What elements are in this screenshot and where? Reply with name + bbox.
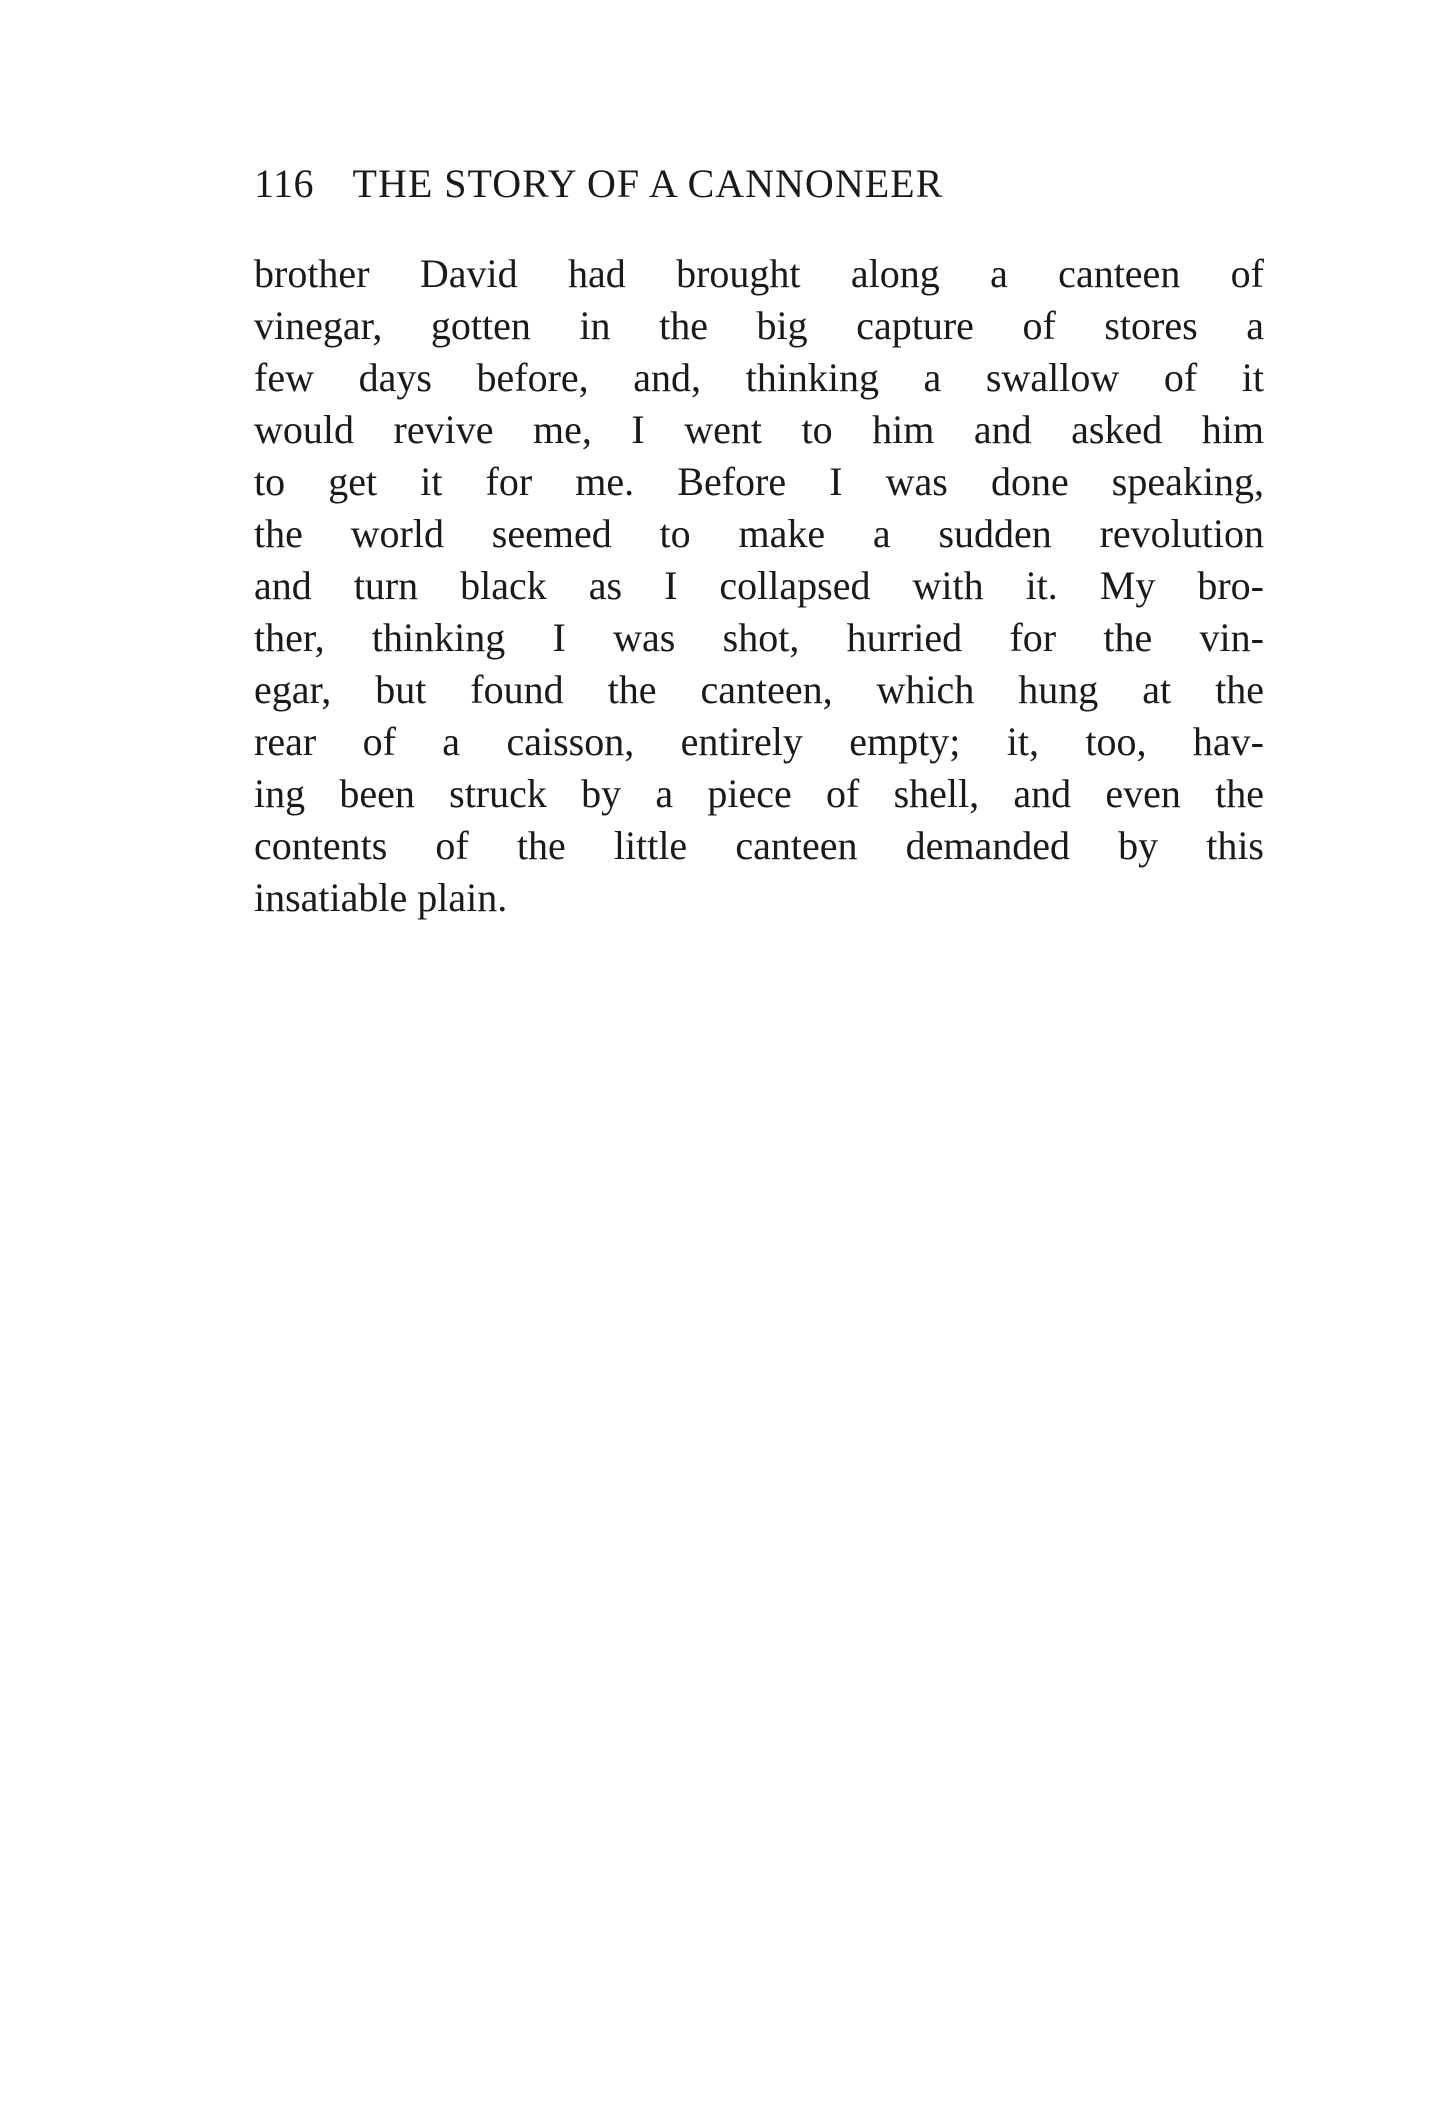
text-line: and turn black as I collapsed with it. My bro- <box>254 563 1264 608</box>
text-line: contents of the little canteen demanded by this <box>254 823 1264 868</box>
text-line: to get it for me. Before I was done speaking, <box>254 459 1264 504</box>
text-line: ther, thinking I was shot, hurried for the vin- <box>254 615 1264 660</box>
text-line: few days before, and, thinking a swallow of it <box>254 355 1264 400</box>
text-line: brother David had brought along a canteen of <box>254 251 1264 296</box>
text-line: insatiable plain. <box>254 875 508 920</box>
page-number: 116 <box>254 161 315 206</box>
running-head <box>254 160 1264 208</box>
running-title: THE STORY OF A CANNONEER <box>352 161 944 206</box>
text-line: the world seemed to make a sudden revolution <box>254 511 1264 556</box>
body-paragraph <box>254 248 1264 924</box>
text-line: ing been struck by a piece of shell, and even the <box>254 771 1264 816</box>
text-line: vinegar, gotten in the big capture of stores a <box>254 303 1264 348</box>
text-line: egar, but found the canteen, which hung at the <box>254 667 1264 712</box>
text-line: would revive me, I went to him and asked him <box>254 407 1264 452</box>
text-line: rear of a caisson, entirely empty; it, too, hav- <box>254 719 1264 764</box>
